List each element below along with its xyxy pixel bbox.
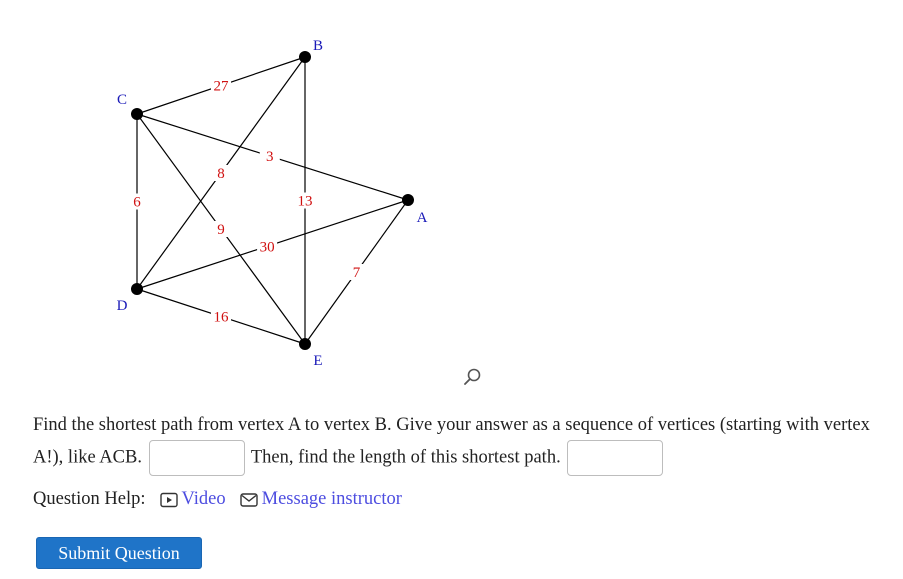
edge-weight-CA: 3 [266,149,274,166]
question-prompt-length: Then, find the length of this shortest path. [250,447,561,468]
edge-weight-DB: 8 [217,166,225,182]
vertex-label-C: C [116,92,128,108]
message-instructor-label: Message instructor [261,489,402,509]
vertex-label-E: E [313,353,323,369]
vertex-D [131,283,143,295]
answer-length-input[interactable] [567,440,663,476]
graph-edges [137,57,408,344]
edge-weight-EA: 7 [352,265,361,281]
edge-weight-CE: 9 [217,222,225,238]
vertex-B [299,51,311,63]
question-help-label: Question Help: [33,489,146,509]
edge-weight-CB: 27 [213,78,229,95]
video-link[interactable] [160,489,226,510]
graph-weights [127,78,367,326]
vertex-label-D: D [116,298,128,314]
submit-question-button[interactable]: Submit Question [36,537,202,569]
envelope-icon [240,492,258,508]
edge-weight-DA: 30 [259,239,275,256]
question-text [33,410,893,476]
vertex-label-B: B [312,38,324,54]
vertex-C [131,108,143,120]
message-instructor-link[interactable] [240,489,402,510]
graph-vertices [117,38,428,369]
video-link-label: Video [181,489,226,509]
edge-weight-CD: 6 [133,194,141,211]
edge-weight-DE: 16 [213,309,229,326]
vertex-label-A: A [416,210,428,226]
graph-diagram [0,0,520,380]
question-help [33,489,402,510]
magnifier-icon[interactable] [462,367,482,387]
vertex-E [299,338,311,350]
question-prompt: Find the shortest path from vertex A to vertex B. Give your answer as a sequence of vertices (starting with vertex A!), like ACB. [33,415,870,468]
edge-weight-BE: 13 [297,193,313,210]
play-icon [160,492,178,508]
answer-path-input[interactable] [149,440,245,476]
vertex-A [402,194,414,206]
